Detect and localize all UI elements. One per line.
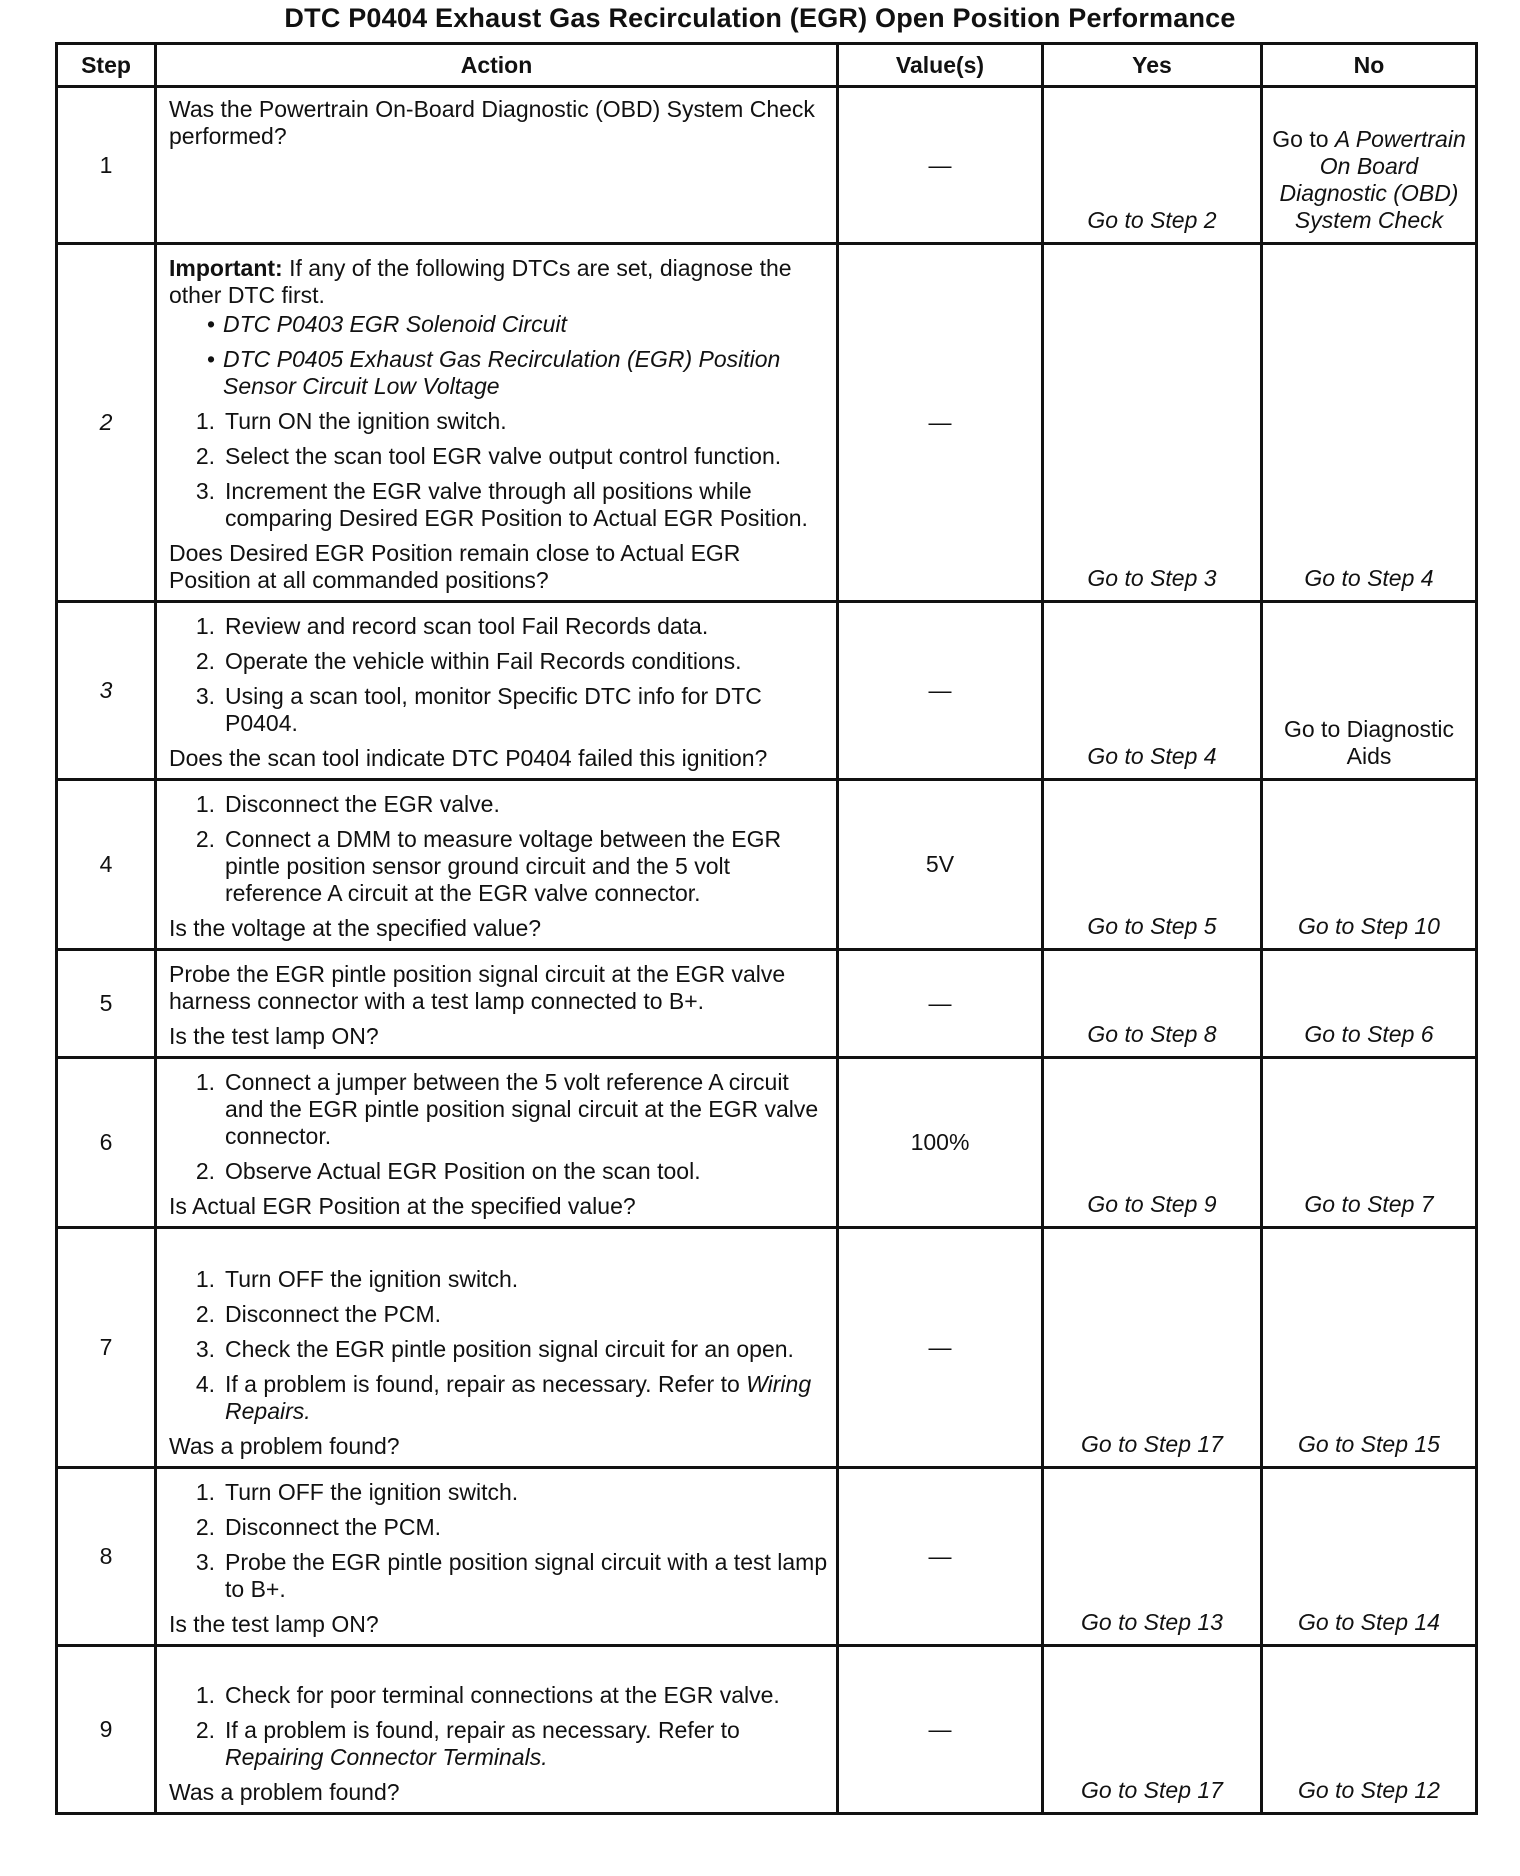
list-item: 2. Connect a DMM to measure voltage between the EGR pintle position sensor ground circuit and the 5 volt reference A circuit at the EGR valve connector. [195, 826, 782, 906]
list-item: 3. Using a scan tool, monitor Specific DTC info for DTC P0404. [195, 683, 762, 736]
list-item: 2. Disconnect the PCM. [195, 1514, 442, 1540]
step-list [169, 1069, 828, 1185]
table-row [57, 950, 1477, 1058]
list-item: 1. Review and record scan tool Fail Records data. [195, 613, 709, 639]
step-list [169, 1266, 828, 1425]
yes-cell: Go to Step 17 [1043, 1646, 1262, 1814]
table-header-row [57, 44, 1477, 87]
dtc-list [169, 311, 828, 400]
no-cell: Go to Step 4 [1262, 244, 1477, 602]
header-no: No [1262, 44, 1477, 87]
yes-cell: Go to Step 9 [1043, 1058, 1262, 1228]
value-cell: — [838, 1228, 1043, 1468]
question-text: Does Desired EGR Position remain close to Actual EGR Position at all commanded positions? [169, 540, 741, 593]
question-text: Is the test lamp ON? [169, 1023, 379, 1049]
step-number: 9 [57, 1646, 156, 1814]
yes-cell: Go to Step 8 [1043, 950, 1262, 1058]
no-cell: Go to Diagnostic Aids [1262, 602, 1477, 780]
step-number: 4 [57, 780, 156, 950]
no-cell: Go to Step 7 [1262, 1058, 1477, 1228]
list-item: • DTC P0403 EGR Solenoid Circuit [206, 311, 567, 337]
value-cell: 100% [838, 1058, 1043, 1228]
table-row [57, 1228, 1477, 1468]
action-cell [156, 1468, 838, 1646]
action-text: Was the Powertrain On-Board Diagnostic (OBD) System Check performed? [169, 96, 815, 149]
header-step: Step [57, 44, 156, 87]
action-cell [156, 1228, 838, 1468]
action-cell [156, 950, 838, 1058]
value-cell: — [838, 244, 1043, 602]
header-yes: Yes [1043, 44, 1262, 87]
question-text: Was a problem found? [169, 1433, 400, 1459]
list-item: 1. Turn ON the ignition switch. [195, 408, 507, 434]
table-row [57, 1646, 1477, 1814]
yes-cell: Go to Step 17 [1043, 1228, 1262, 1468]
table-row [57, 602, 1477, 780]
yes-cell: Go to Step 2 [1043, 87, 1262, 244]
list-item: 1. Connect a jumper between the 5 volt reference A circuit and the EGR pintle position signal circuit at the EGR valve connector. [195, 1069, 819, 1149]
list-item: 1. Disconnect the EGR valve. [195, 791, 500, 817]
yes-cell: Go to Step 13 [1043, 1468, 1262, 1646]
list-item: 1. Turn OFF the ignition switch. [195, 1479, 519, 1505]
no-cell: Go to Step 10 [1262, 780, 1477, 950]
yes-cell: Go to Step 3 [1043, 244, 1262, 602]
list-item: 3. Check the EGR pintle position signal circuit for an open. [195, 1336, 794, 1362]
value-cell: — [838, 87, 1043, 244]
list-item: 3. Probe the EGR pintle position signal circuit with a test lamp to B+. [195, 1549, 828, 1602]
header-action: Action [156, 44, 838, 87]
value-cell: — [838, 1646, 1043, 1814]
step-number: 3 [57, 602, 156, 780]
question-text: Does the scan tool indicate DTC P0404 failed this ignition? [169, 745, 768, 771]
no-link: A Powertrain On Board Diagnostic (OBD) System Check [1279, 126, 1466, 233]
question-text: Is the test lamp ON? [169, 1611, 379, 1637]
list-item: 2. Select the scan tool EGR valve output control function. [195, 443, 782, 469]
step-list [169, 791, 828, 907]
action-cell [156, 602, 838, 780]
question-text: Was a problem found? [169, 1779, 400, 1805]
no-cell [1262, 87, 1477, 244]
step-list [169, 408, 828, 532]
page-title: DTC P0404 Exhaust Gas Recirculation (EGR) Open Position Performance [284, 3, 1236, 33]
list-item: 2. If a problem is found, repair as necessary. Refer to Repairing Connector Terminals. [195, 1717, 740, 1770]
important-text: If any of the following DTCs are set, diagnose the other DTC first. [169, 255, 792, 308]
list-item: 2. Operate the vehicle within Fail Records conditions. [195, 648, 742, 674]
important-note [169, 255, 828, 309]
table-row [57, 87, 1477, 244]
list-item: 4. If a problem is found, repair as necessary. Refer to Wiring Repairs. [195, 1371, 812, 1424]
action-cell [156, 244, 838, 602]
step-list [169, 613, 828, 737]
list-item: • DTC P0405 Exhaust Gas Recirculation (EGR) Position Sensor Circuit Low Voltage [206, 346, 781, 399]
action-cell [156, 87, 838, 244]
question-text: Is Actual EGR Position at the specified value? [169, 1193, 636, 1219]
value-cell: — [838, 602, 1043, 780]
table-row [57, 1468, 1477, 1646]
value-cell: — [838, 1468, 1043, 1646]
step-number: 7 [57, 1228, 156, 1468]
step-number: 8 [57, 1468, 156, 1646]
table-row [57, 780, 1477, 950]
no-cell: Go to Step 14 [1262, 1468, 1477, 1646]
yes-cell: Go to Step 5 [1043, 780, 1262, 950]
no-cell: Go to Step 12 [1262, 1646, 1477, 1814]
action-cell [156, 780, 838, 950]
header-values: Value(s) [838, 44, 1043, 87]
step-number: 5 [57, 950, 156, 1058]
list-item: 2. Observe Actual EGR Position on the scan tool. [195, 1158, 701, 1184]
list-item: 1. Check for poor terminal connections at the EGR valve. [195, 1682, 780, 1708]
no-cell: Go to Step 15 [1262, 1228, 1477, 1468]
step-list [169, 1682, 828, 1771]
table-row [57, 1058, 1477, 1228]
question-text: Is the voltage at the specified value? [169, 915, 542, 941]
list-item: 3. Increment the EGR valve through all positions while comparing Desired EGR Position to Actual EGR Position. [195, 478, 808, 531]
step-list [169, 1479, 828, 1603]
list-item: 1. Turn OFF the ignition switch. [195, 1266, 519, 1292]
action-cell [156, 1646, 838, 1814]
no-cell: Go to Step 6 [1262, 950, 1477, 1058]
step-number: 2 [57, 244, 156, 602]
action-text: Probe the EGR pintle position signal circuit at the EGR valve harness connector with a test lamp connected to B+. [169, 961, 786, 1014]
wiring-repairs-link: Wiring Repairs. [225, 1371, 812, 1424]
step-number: 6 [57, 1058, 156, 1228]
list-item: 2. Disconnect the PCM. [195, 1301, 442, 1327]
no-prefix: Go to [1272, 126, 1329, 152]
value-cell: — [838, 950, 1043, 1058]
connector-terminals-link: Repairing Connector Terminals. [225, 1744, 548, 1770]
value-cell: 5V [838, 780, 1043, 950]
action-cell [156, 1058, 838, 1228]
table-row [57, 244, 1477, 602]
diagnostic-table [55, 42, 1478, 1815]
step-number: 1 [57, 87, 156, 244]
yes-cell: Go to Step 4 [1043, 602, 1262, 780]
important-label: Important: [169, 255, 283, 281]
